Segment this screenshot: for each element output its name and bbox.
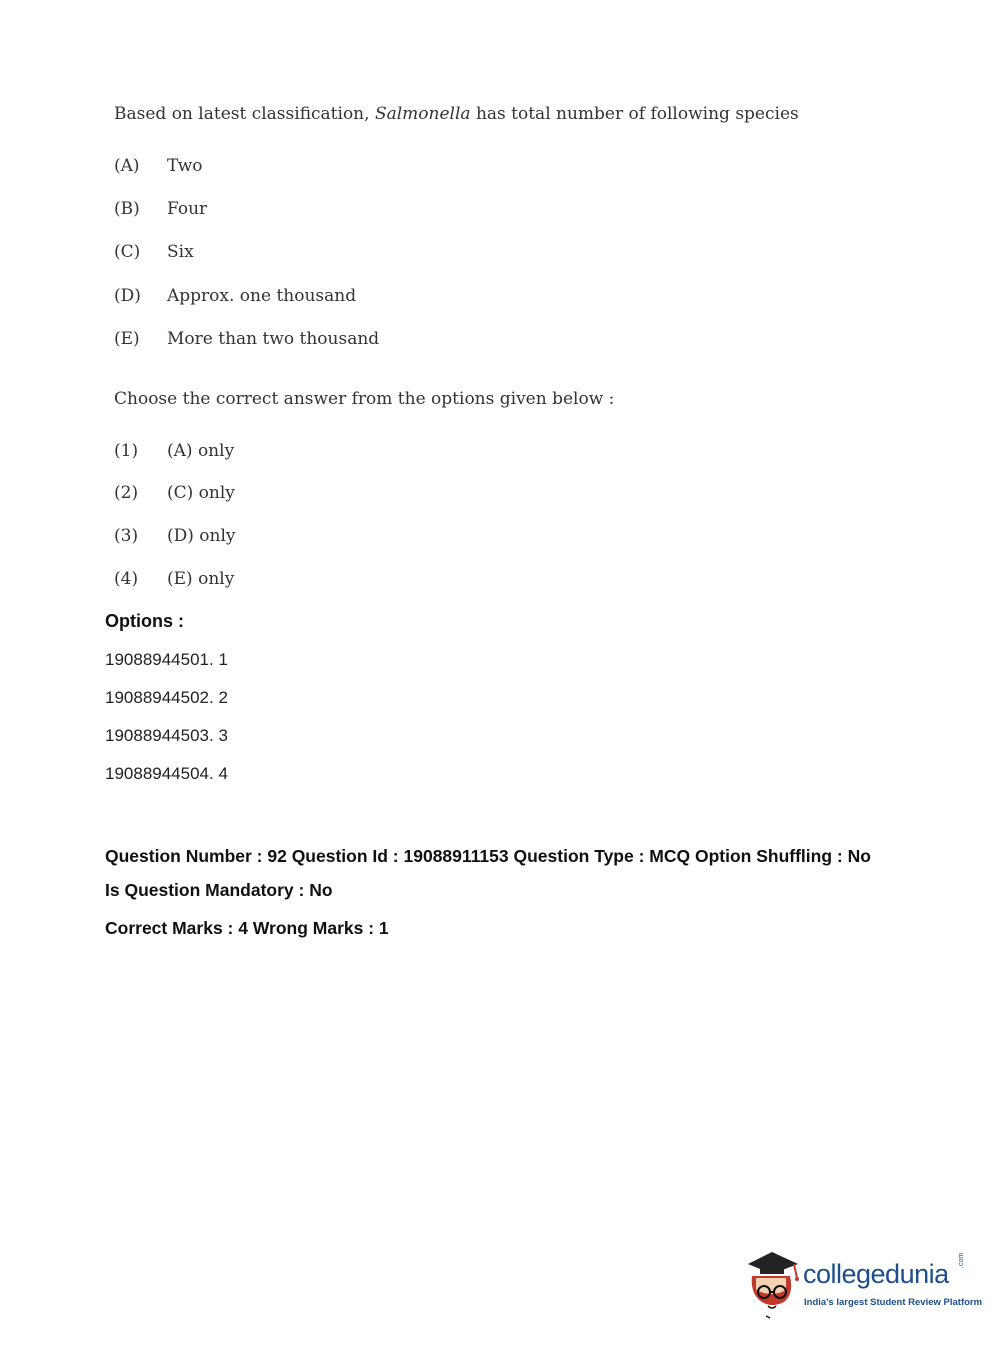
statement-b: [114, 199, 207, 219]
answer-number: (1): [114, 441, 139, 461]
answer-text: (A) only: [167, 441, 235, 461]
statement-text: More than two thousand: [167, 329, 380, 349]
answer-text: (C) only: [167, 483, 235, 503]
statement-text: Six: [167, 242, 194, 262]
answer-number: (3): [114, 526, 139, 546]
statement-letter: (B): [114, 199, 140, 219]
answer-4: [114, 569, 234, 589]
statement-d: [114, 286, 356, 306]
stem-italic-organism: Salmonella: [374, 104, 471, 124]
answer-3: [114, 526, 236, 546]
mascot-icon: [748, 1252, 799, 1318]
statement-text: Two: [167, 156, 203, 176]
statement-c: [114, 242, 194, 262]
choose-prompt: Choose the correct answer from the options given below :: [114, 389, 615, 409]
option-item: 19088944502. 2: [105, 688, 228, 707]
question-meta-line-2: Is Question Mandatory : No: [105, 880, 333, 900]
statement-letter: (C): [114, 242, 141, 262]
option-item: 19088944503. 3: [105, 726, 228, 745]
brand-suffix: .com: [958, 1252, 965, 1268]
statement-text: Approx. one thousand: [167, 286, 357, 306]
answer-text: (E) only: [167, 569, 235, 589]
option-item: 19088944504. 4: [105, 764, 228, 783]
statement-letter: (E): [114, 329, 140, 349]
statement-a: [114, 156, 203, 176]
question-meta-line-3: Correct Marks : 4 Wrong Marks : 1: [105, 918, 389, 938]
answer-number: (2): [114, 483, 139, 503]
question-meta-line-1: Question Number : 92 Question Id : 19088911153 Question Type : MCQ Option Shuffling : No: [105, 846, 871, 866]
statement-text: Four: [167, 199, 208, 219]
answer-text: (D) only: [167, 526, 236, 546]
stem-text-after: has total number of following species: [470, 104, 799, 124]
answer-2: [114, 483, 235, 503]
statement-e: [114, 329, 379, 349]
brand-tagline: India's largest Student Review Platform: [804, 1297, 983, 1308]
option-item: 19088944501. 1: [105, 650, 228, 669]
answer-1: [114, 441, 234, 461]
options-heading: Options :: [105, 611, 184, 631]
question-stem: [114, 104, 799, 124]
brand-name: collegedunia: [803, 1259, 949, 1289]
statement-letter: (A): [114, 156, 140, 176]
stem-text-before: Based on latest classification,: [114, 104, 375, 124]
statement-letter: (D): [114, 286, 141, 306]
answer-number: (4): [114, 569, 139, 589]
